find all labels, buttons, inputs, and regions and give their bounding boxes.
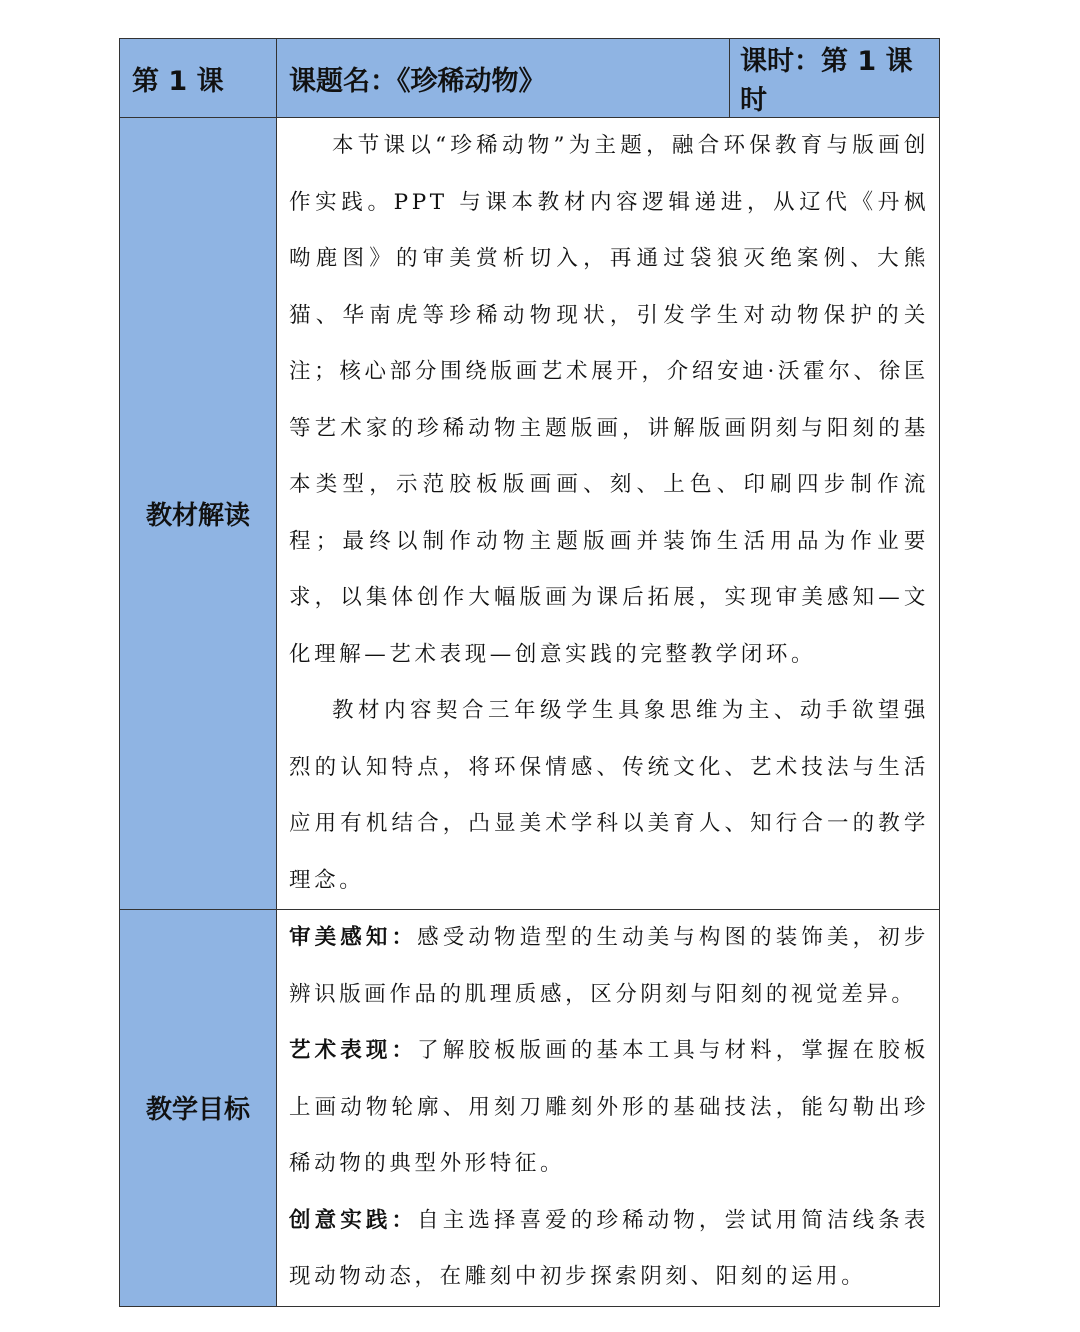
lesson-plan-table bbox=[119, 38, 940, 1307]
goals-label: 教学目标 bbox=[120, 910, 277, 1307]
analysis-label: 教材解读 bbox=[120, 118, 277, 910]
goal-item-text: 自主选择喜爱的珍稀动物，尝试用简洁线条表现动物动态，在雕刻中初步探索阴刻、阳刻的运用。 bbox=[289, 1207, 929, 1289]
goal-item bbox=[289, 1023, 929, 1193]
goals-content bbox=[277, 910, 940, 1307]
analysis-content bbox=[277, 118, 940, 910]
header-row bbox=[120, 39, 940, 118]
lesson-title: 课题名：《珍稀动物》 bbox=[277, 39, 730, 118]
goal-item-label: 艺术表现： bbox=[289, 1038, 418, 1063]
goal-item-label: 审美感知： bbox=[289, 925, 418, 950]
analysis-paragraph: 本节课以“珍稀动物”为主题，融合环保教育与版画创作实践。PPT 与课本教材内容逻辑递进，从辽代《丹枫呦鹿图》的审美赏析切入，再通过袋狼灭绝案例、大熊猫、华南虎等珍稀动物现状，引发学生对动物保护的关注；核心部分围绕版画艺术展开，介绍安迪·沃霍尔、徐匡等艺术家的珍稀动物主题版画，讲解版画阴刻与阳刻的基本类型，示范胶板版画画、刻、上色、印刷四步制作流程；最终以制作动物主题版画并装饰生活用品为作业要求，以集体创作大幅版画为课后拓展，实现审美感知—文化理解—艺术表现—创意实践的完整教学闭环。 bbox=[289, 133, 929, 667]
analysis-paragraph: 教材内容契合三年级学生具象思维为主、动手欲望强烈的认知特点，将环保情感、传统文化、艺术技法与生活应用有机结合，凸显美术学科以美育人、知行合一的教学理念。 bbox=[289, 698, 929, 893]
lesson-hours: 课时：第 1 课时 bbox=[730, 39, 940, 118]
goal-item-label: 创意实践： bbox=[289, 1207, 418, 1233]
goal-item-text: 感受动物造型的生动美与构图的装饰美，初步辨识版画作品的肌理质感，区分阴刻与阳刻的视觉差异。 bbox=[289, 925, 929, 1007]
analysis-row bbox=[120, 118, 940, 910]
goals-row bbox=[120, 910, 940, 1307]
goal-item bbox=[289, 910, 929, 1023]
goal-item-text: 了解胶板版画的基本工具与材料，掌握在胶板上画动物轮廓、用刻刀雕刻外形的基础技法，能勾勒出珍稀动物的典型外形特征。 bbox=[289, 1038, 929, 1176]
goal-item bbox=[289, 1193, 929, 1306]
lesson-number: 第 1 课 bbox=[120, 39, 277, 118]
